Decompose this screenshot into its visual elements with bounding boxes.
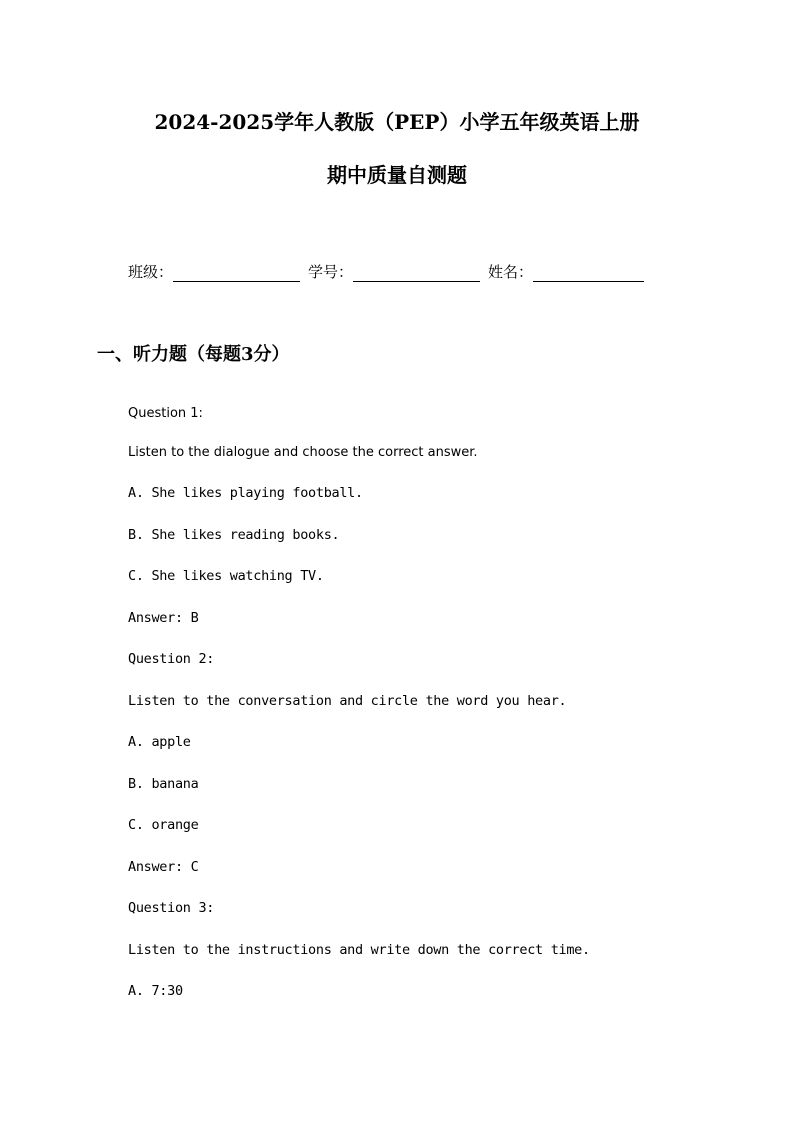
question-2-answer: Answer: C	[128, 859, 199, 875]
section-heading: 一、听力题（每题3分）	[97, 344, 290, 365]
class-label: 班级：	[128, 263, 174, 281]
question-2-prompt: Listen to the conversation and circle the word you hear.	[128, 693, 567, 709]
name-blank	[533, 264, 644, 282]
question-1-label: Question 1:	[128, 406, 203, 421]
question-1-answer: Answer: B	[128, 610, 199, 626]
document-title-line2: 期中质量自测题	[327, 163, 467, 187]
question-1-option-c: C. She likes watching TV.	[128, 568, 324, 584]
student-info-row	[128, 258, 644, 282]
name-label: 姓名：	[488, 263, 534, 281]
student-id-label: 学号：	[308, 263, 354, 281]
question-3-label: Question 3:	[128, 900, 215, 916]
question-2-option-a: A. apple	[128, 734, 191, 750]
question-1-option-a: A. She likes playing football.	[128, 485, 363, 501]
document-title-line1: 2024-2025学年人教版（PEP）小学五年级英语上册	[154, 110, 640, 134]
question-3-prompt: Listen to the instructions and write down the correct time.	[128, 942, 590, 958]
question-1-prompt: Listen to the dialogue and choose the correct answer.	[128, 445, 478, 460]
question-2-option-b: B. banana	[128, 776, 199, 792]
student-id-blank	[353, 264, 480, 282]
question-2-label: Question 2:	[128, 651, 215, 667]
class-blank	[173, 264, 300, 282]
question-2-option-c: C. orange	[128, 817, 199, 833]
question-1-option-b: B. She likes reading books.	[128, 527, 340, 543]
question-3-option-a: A. 7:30	[128, 983, 183, 999]
